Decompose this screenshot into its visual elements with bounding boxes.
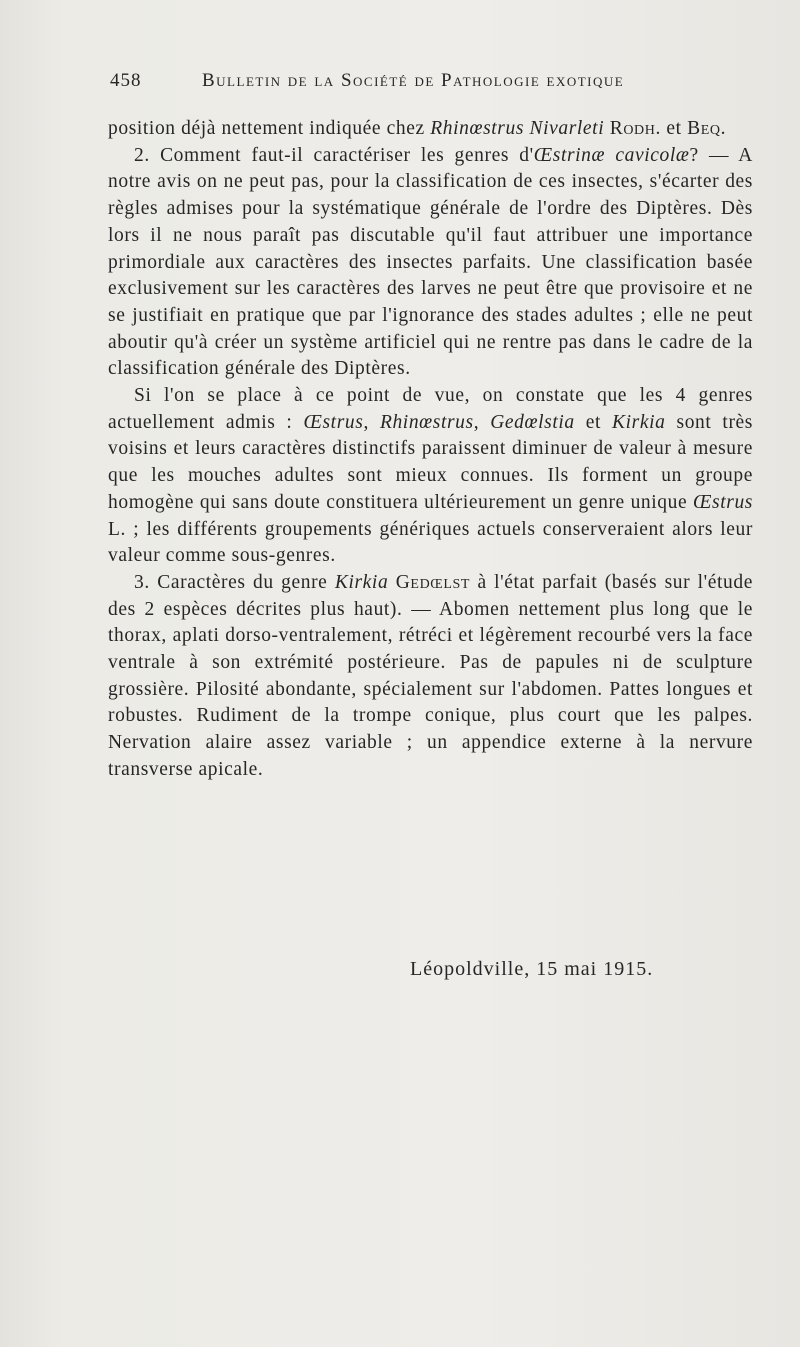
genus-name: Rhinœstrus [379,411,474,433]
text-run: 2. Comment faut-il caractériser les genres d' [134,144,534,166]
genus-name: Œstrus [303,411,364,433]
author-abbrev: Beq. [687,118,727,139]
text-run: position déjà nettement indiquée chez [108,118,431,139]
genus-name: Œstrus [693,491,753,513]
paragraph-continuation [108,116,753,143]
paragraph-4 [108,570,753,784]
paragraph-3 [108,383,753,570]
author-name: Gedœlst [388,571,471,593]
page-number: 458 [110,70,142,91]
paragraph-2 [108,143,753,383]
text-run: Si l'on se place à ce point de vue, on constate que les 4 genres actuellement admis : [108,385,753,433]
text-run: sont très voisins et leurs caractères distinctifs paraissent diminuer de valeur à mesure que les mouches adultes sont mieux connues. Ils forment un groupe homogène qui sans doute constituera ultérieurement un genre unique [108,411,753,513]
genus-name: Kirkia [334,571,389,593]
text-run: 3. Caractères du genre [134,571,335,593]
author-abbrev: Rodh. [604,118,661,139]
body-text [108,116,753,784]
text-run: à l'état parfait (basés sur l'étude des 2 espèces décrites plus haut). — Abomen nettement plus long que le thorax, aplati dorso-ventralement, rétréci et légèrement recourbé vers la face ventrale à son extrémité postérieure. Pas de papules ni de sculpture grossière. Pilosité abondante, spécialement sur l'abdomen. Pattes longues et robustes. Rudiment de la trompe conique, plus court que les palpes. Nervation alaire assez variable ; un appendice externe à la nervure transverse apicale. [108,571,753,780]
text-run: et [660,118,688,139]
taxon-name: Œstrinæ cavicolæ [533,144,690,166]
running-title: Bulletin de la Société de Pathologie exotique [202,70,625,91]
genus-name: Kirkia [612,411,666,433]
text-run: , [473,411,491,433]
page-header [110,70,670,92]
text-run: L. ; les différents groupements génériques actuels conserveraient alors leur valeur comme sous-genres. [108,518,753,567]
text-run: , [363,411,380,433]
genus-name: Gedœlstia [490,411,575,433]
place-date-signature: Léopoldville, 15 mai 1915. [410,958,654,980]
text-run: et [574,411,613,433]
species-name: Rhinœstrus Nivarleti [430,118,605,139]
text-run: ? — A notre avis on ne peut pas, pour la classification de ces insectes, s'écarter des règles admises pour la systématique générale de l'ordre des Diptères. Dès lors il ne nous paraît pas discutable qu'il faut attribuer une importance primordiale aux caractères des insectes parfaits. Une classification basée exclusivement sur les caractères des larves ne peut être que provisoire et ne se justifiait en pratique que par l'ignorance des stades adultes ; elle ne peut aboutir qu'à créer un système artificiel qui ne rentre pas dans le cadre de la classification générale des Diptères. [108,144,753,380]
